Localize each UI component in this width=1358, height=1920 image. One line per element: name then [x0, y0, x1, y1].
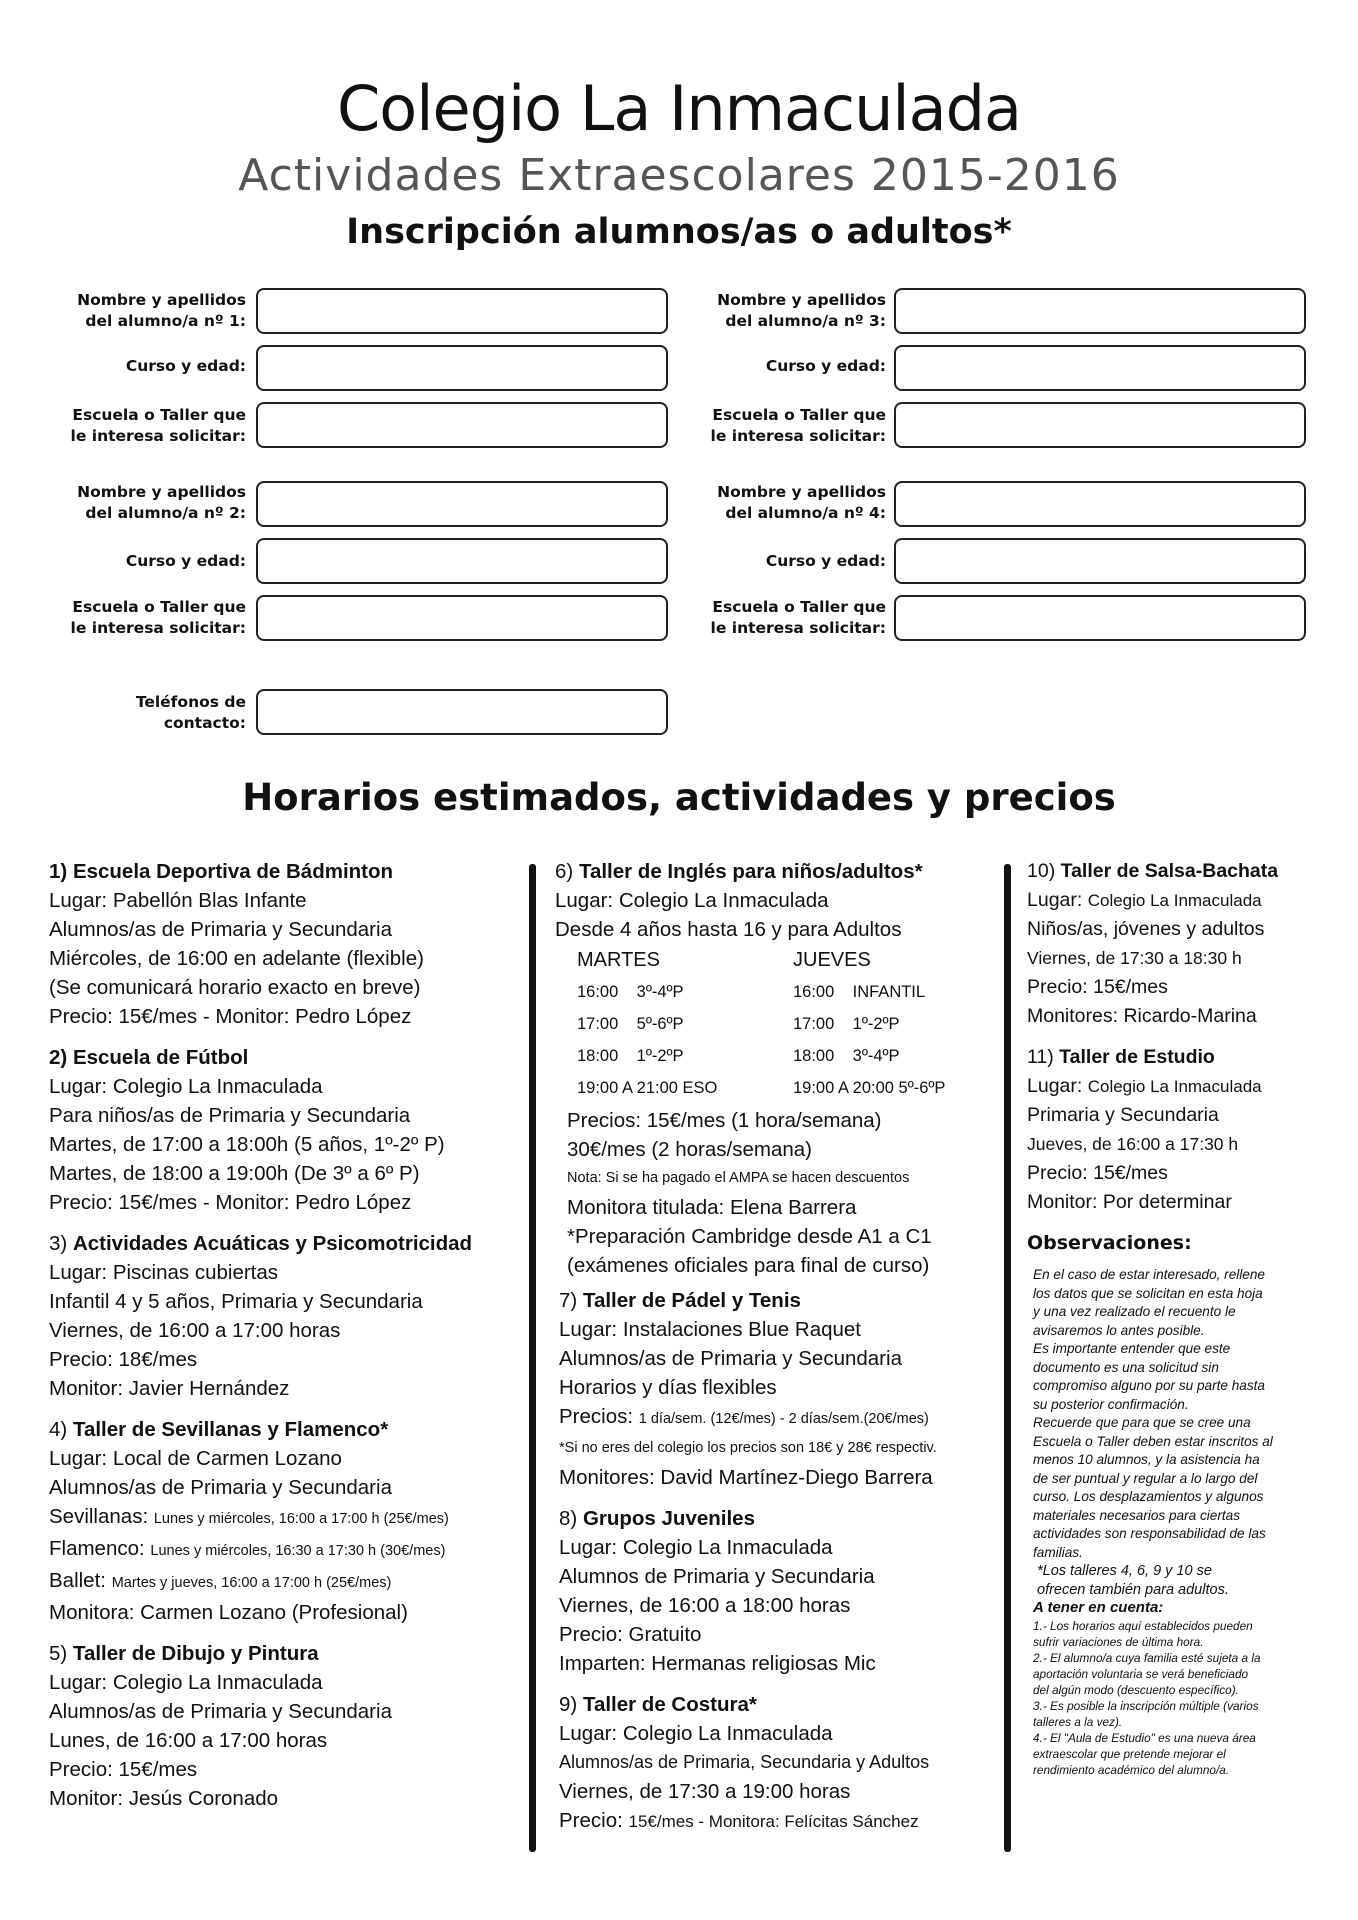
english-schedule: MARTES JUEVES 16:00 3º-4ºP 16:00 INFANTIL 17:00 5º-6ºP 17:00 1º-2ºP 18:00 1º-2ºP 18:00 3º-4ºP 19:00 A 21:00 ESO 19:00 A 20:00 5º-6ºP: [577, 949, 946, 1097]
activity-10: 10) Taller de Salsa-Bachata Lugar: Colegio La Inmaculada Niños/as, jóvenes y adultos Viernes, de 17:30 a 18:30 h Precio: 15€/mes Monitores: Ricardo-Marina: [1027, 860, 1279, 1027]
label-student-3-workshop: Escuela o Taller que le interesa solicitar:: [710, 406, 886, 445]
activity-4: 4) Taller de Sevillanas y Flamenco* Lugar: Local de Carmen Lozano Alumnos/as de Primaria y Secundaria Sevillanas: Lunes y miércoles, 16:00 a 17:00 h (25€/mes) Flamenco: Lunes y miércoles, 16:30 a 17:30 h (30€/mes) Ballet: Martes y jueves, 16:00 a 17:00 h (25€/mes) Monitora: Carmen Lozano (Profesional): [49, 1418, 449, 1624]
student-3-course-field[interactable]: [894, 345, 1306, 391]
label-student-1-name: Nombre y apellidos del alumno/a nº 1:: [77, 291, 246, 330]
activity-9: 9) Taller de Costura* Lugar: Colegio La Inmaculada Alumnos/as de Primaria, Secundaria y Adultos Viernes, de 17:30 a 19:00 horas Precio: 15€/mes - Monitora: Felícitas Sánchez: [559, 1693, 930, 1832]
label-student-2-workshop: Escuela o Taller que le interesa solicitar:: [70, 598, 246, 637]
label-contact-phones: Teléfonos de contacto:: [135, 693, 246, 732]
activity-1: 1) Escuela Deportiva de Bádminton Lugar: Pabellón Blas Infante Alumnos/as de Primaria y Secundaria Miércoles, de 16:00 en adelante (flexible) (Se comunicará horario exacto en breve) Precio: 15€/mes - Monitor: Pedro López: [49, 860, 424, 1028]
label-student-1-course: Curso y edad:: [125, 357, 246, 375]
contact-phones-field[interactable]: [256, 689, 668, 735]
activity-8: 8) Grupos Juveniles Lugar: Colegio La Inmaculada Alumnos de Primaria y Secundaria Viernes, de 16:00 a 18:00 horas Precio: Gratuito Imparten: Hermanas religiosas Mic: [559, 1507, 876, 1675]
column-divider: [1004, 864, 1011, 1852]
label-student-4-name: Nombre y apellidos del alumno/a nº 4:: [717, 483, 886, 522]
activity-2: 2) Escuela de Fútbol Lugar: Colegio La Inmaculada Para niños/as de Primaria y Secundaria Martes, de 17:00 a 18:00h (5 años, 1º-2º P) Martes, de 18:00 a 19:00h (De 3º a 6º P) Precio: 15€/mes - Monitor: Pedro López: [49, 1046, 445, 1214]
observations-text: En el caso de estar interesado, rellene los datos que se solicitan en esta hoja y una vez realizado el recuento le avisaremos lo antes posible. Es importante entender que este documento es una solicitud sin compromiso alguno por su parte hasta su posterior confirmación. Recuerde que para que se cree una Escuela o Taller deben estar inscritos al menos 10 alumnos, y la asistencia ha de ser puntual y regular a lo largo del curso. Los desplazamientos y algunos materiales necesarios para ciertas actividades son responsabilidad de las familias. *Los talleres 4, 6, 9 y 10 se ofrecen también para adultos. A tener en cuenta: 1.- Los horarios aquí establecidos pueden sufrir variaciones de última hora. 2.- El alumno/a cuya familia esté sujeta a la aportación voluntaria se verá beneficiado del algún modo (descuento específico). 3.- Es posible la inscripción múltiple (varios talleres a la vez). 4.- El "Aula de Estudio" es una nueva área extraescolar que pretende mejorar el rendimiento académico del alumno/a.: [1033, 1266, 1347, 1778]
label-student-2-name: Nombre y apellidos del alumno/a nº 2:: [77, 483, 246, 522]
observations-title: Observaciones:: [1027, 1232, 1192, 1254]
student-4-name-field[interactable]: [894, 481, 1306, 527]
tener-en-cuenta: A tener en cuenta:: [1033, 1599, 1164, 1616]
student-1-workshop-field[interactable]: [256, 402, 668, 448]
student-3-name-field[interactable]: [894, 288, 1306, 334]
activity-5: 5) Taller de Dibujo y Pintura Lugar: Colegio La Inmaculada Alumnos/as de Primaria y Secundaria Lunes, de 16:00 a 17:00 horas Precio: 15€/mes Monitor: Jesús Coronado: [49, 1642, 392, 1810]
student-2-name-field[interactable]: [256, 481, 668, 527]
label-student-2-course: Curso y edad:: [125, 552, 246, 570]
activities-subtitle: Actividades Extraescolares 2015-2016: [238, 150, 1120, 201]
activity-3: 3) Actividades Acuáticas y Psicomotricidad Lugar: Piscinas cubiertas Infantil 4 y 5 años, Primaria y Secundaria Viernes, de 16:00 a 17:00 horas Precio: 18€/mes Monitor: Javier Hernández: [49, 1232, 473, 1400]
student-4-workshop-field[interactable]: [894, 595, 1306, 641]
label-student-3-course: Curso y edad:: [765, 357, 886, 375]
activities-column-3: [1027, 857, 1347, 1778]
activities-column-1: [49, 857, 524, 1825]
student-2-workshop-field[interactable]: [256, 595, 668, 641]
label-student-3-name: Nombre y apellidos del alumno/a nº 3:: [717, 291, 886, 330]
student-2-course-field[interactable]: [256, 538, 668, 584]
activity-7: 7) Taller de Pádel y Tenis Lugar: Instalaciones Blue Raquet Alumnos/as de Primaria y Secundaria Horarios y días flexibles Precios: 1 día/sem. (12€/mes) - 2 días/sem.(20€/mes) *Si no eres del colegio los precios son 18€ y 28€ respectiv. Monitores: David Martínez-Diego Barrera: [559, 1289, 937, 1489]
student-1-course-field[interactable]: [256, 345, 668, 391]
label-student-4-course: Curso y edad:: [765, 552, 886, 570]
activity-6: 6) Taller de Inglés para niños/adultos* Lugar: Colegio La Inmaculada Desde 4 años hasta 16 y para Adultos MARTES JUEVES 16:00 3º-4ºP 16:00 INFANTIL 17:00 5º-6ºP 17:00 1º-2ºP 18:00 1º-2ºP 18:00 3º-4ºP 19:00 A 21:00 ESO 19:00 A 20:00 5º-6ºP Precios: 15€/mes (1 hora/semana) 30€/mes (2 horas/semana) Nota: Si se ha pagado el AMPA se hacen descuentos Monitora titulada: Elena Barrera *Preparación Cambridge desde A1 a C1 (exámenes oficiales para final de curso): [555, 857, 1000, 1280]
student-1-name-field[interactable]: [256, 288, 668, 334]
form-title: Inscripción alumnos/as o adultos*: [346, 212, 1012, 252]
student-4-course-field[interactable]: [894, 538, 1306, 584]
column-divider: [529, 864, 536, 1852]
student-3-workshop-field[interactable]: [894, 402, 1306, 448]
school-title: Colegio La Inmaculada: [337, 72, 1021, 145]
label-student-4-workshop: Escuela o Taller que le interesa solicitar:: [710, 598, 886, 637]
schedule-title: Horarios estimados, actividades y precios: [242, 776, 1116, 819]
label-student-1-workshop: Escuela o Taller que le interesa solicitar:: [70, 406, 246, 445]
activities-column-2: [555, 857, 1000, 1848]
activity-11: 11) Taller de Estudio Lugar: Colegio La Inmaculada Primaria y Secundaria Jueves, de 16:00 a 17:30 h Precio: 15€/mes Monitor: Por determinar: [1027, 1046, 1262, 1213]
